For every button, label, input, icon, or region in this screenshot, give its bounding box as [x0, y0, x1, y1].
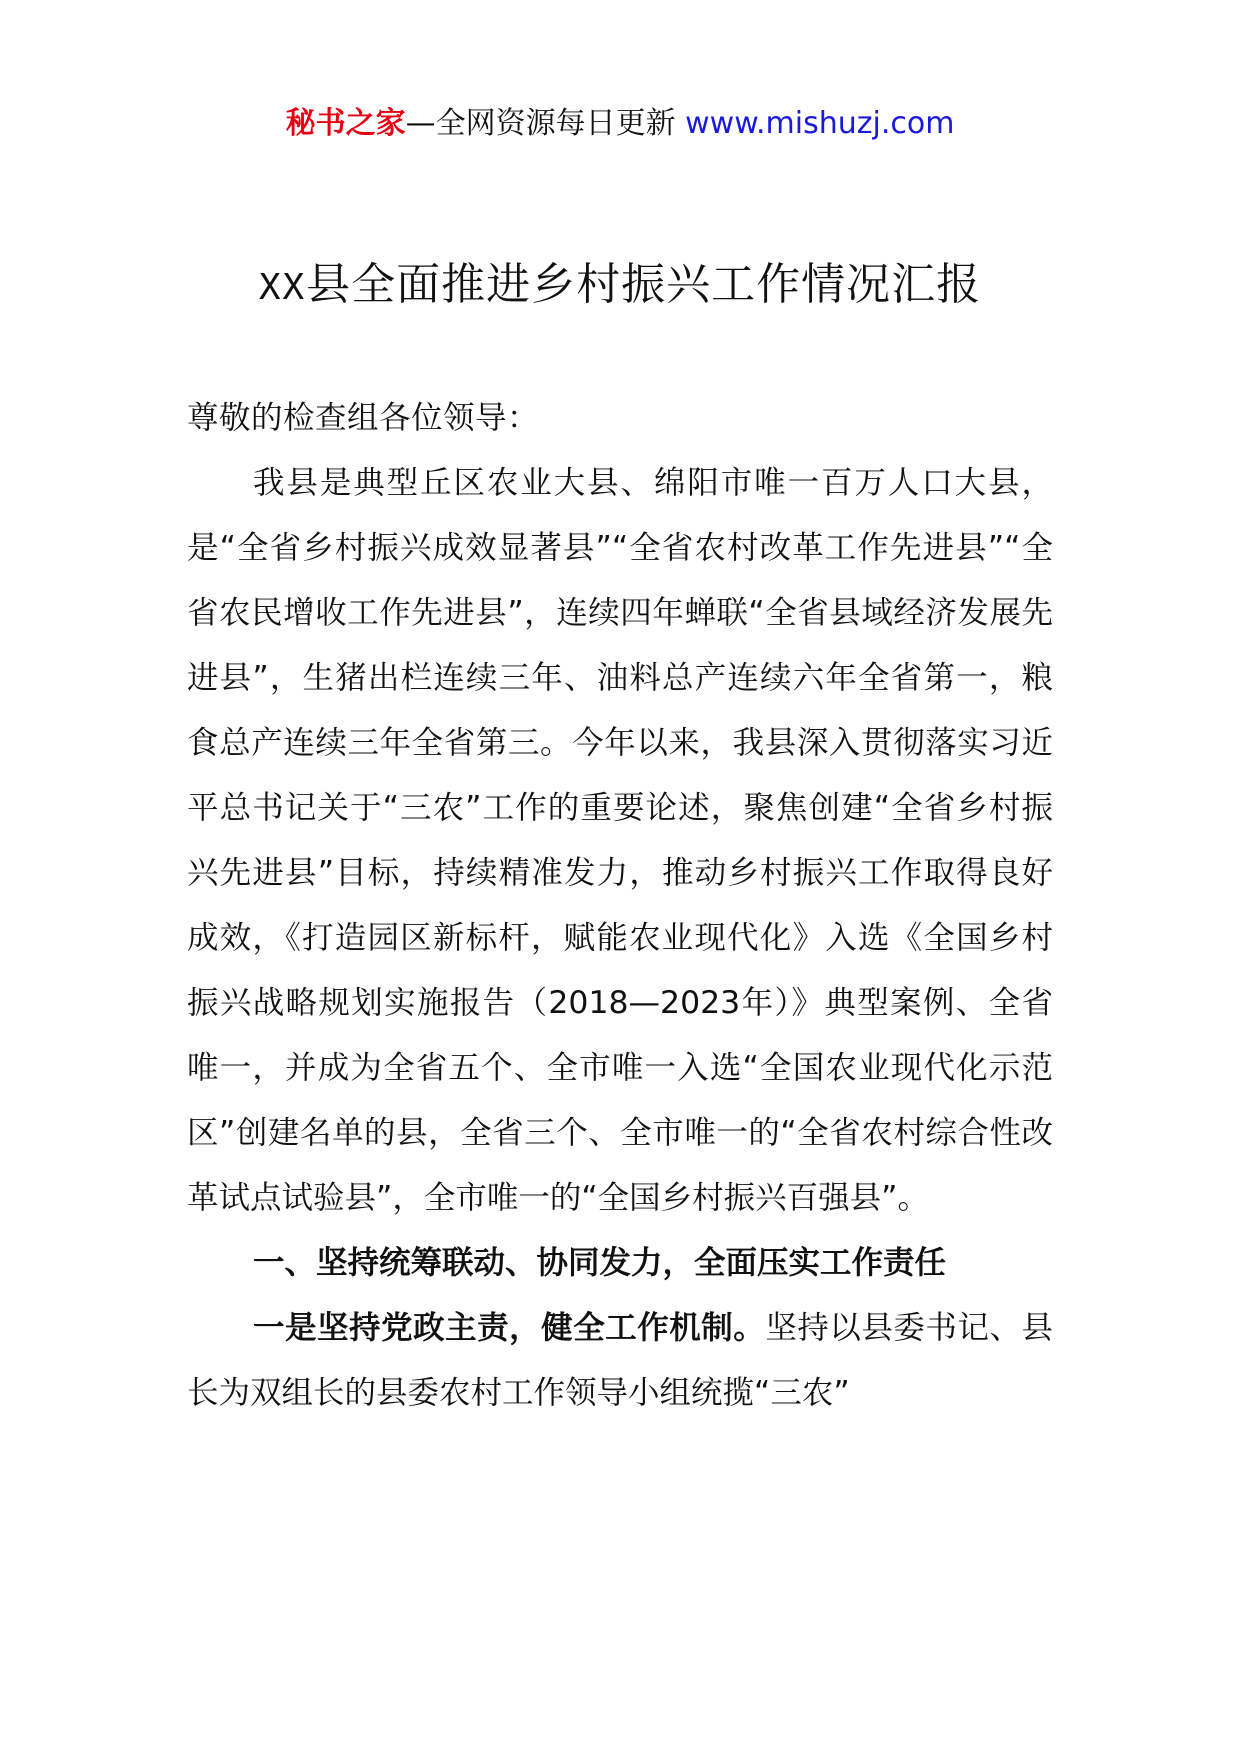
- header-banner: [0, 100, 1240, 148]
- brand-name: 秘书之家: [285, 106, 406, 141]
- document-title-main: 县全面推进乡村振兴工作情况汇报: [306, 259, 982, 310]
- paragraph-intro: 我县是典型丘区农业大县、绵阳市唯一百万人口大县，是“全省乡村振兴成效显著县”“全省农村改革工作先进县”“全省农民增收工作先进县”，连续四年蝉联“全省县域经济发展先进县”，生猪出栏连续三年、油料总产连续六年全省第一，粮食总产连续三年全省第三。今年以来，我县深入贯彻落实习近平总书记关于“三农”工作的重要论述，聚焦创建“全省乡村振兴先进县”目标，持续精准发力，推动乡村振兴工作取得良好成效，《打造园区新标杆，赋能农业现代化》入选《全国乡村振兴战略规划实施报告（2018—2023年）》典型案例、全省唯一，并成为全省五个、全市唯一入选“全国农业现代化示范区”创建名单的县，全省三个、全市唯一的“全省农村综合性改革试点试验县”，全市唯一的“全国乡村振兴百强县”。: [187, 465, 1053, 1216]
- section-heading: 一、坚持统筹联动、协同发力，全面压实工作责任: [253, 1245, 947, 1281]
- salutation: 尊敬的检查组各位领导：: [187, 400, 540, 436]
- paragraph-point-1: [187, 1296, 1053, 1426]
- document-title: [0, 255, 1240, 318]
- document-title-prefix: XX: [258, 267, 307, 308]
- point-text: 坚持以县委书记、县长为双组长的县委农村工作领导小组统揽“三农”: [187, 1310, 1053, 1411]
- header-tagline: —全网资源每日更新: [405, 106, 676, 141]
- document-body: [187, 386, 1053, 1426]
- point-lead: 一是坚持党政主责，健全工作机制。: [253, 1310, 766, 1346]
- website-link[interactable]: www.mishuzj.com: [685, 106, 955, 141]
